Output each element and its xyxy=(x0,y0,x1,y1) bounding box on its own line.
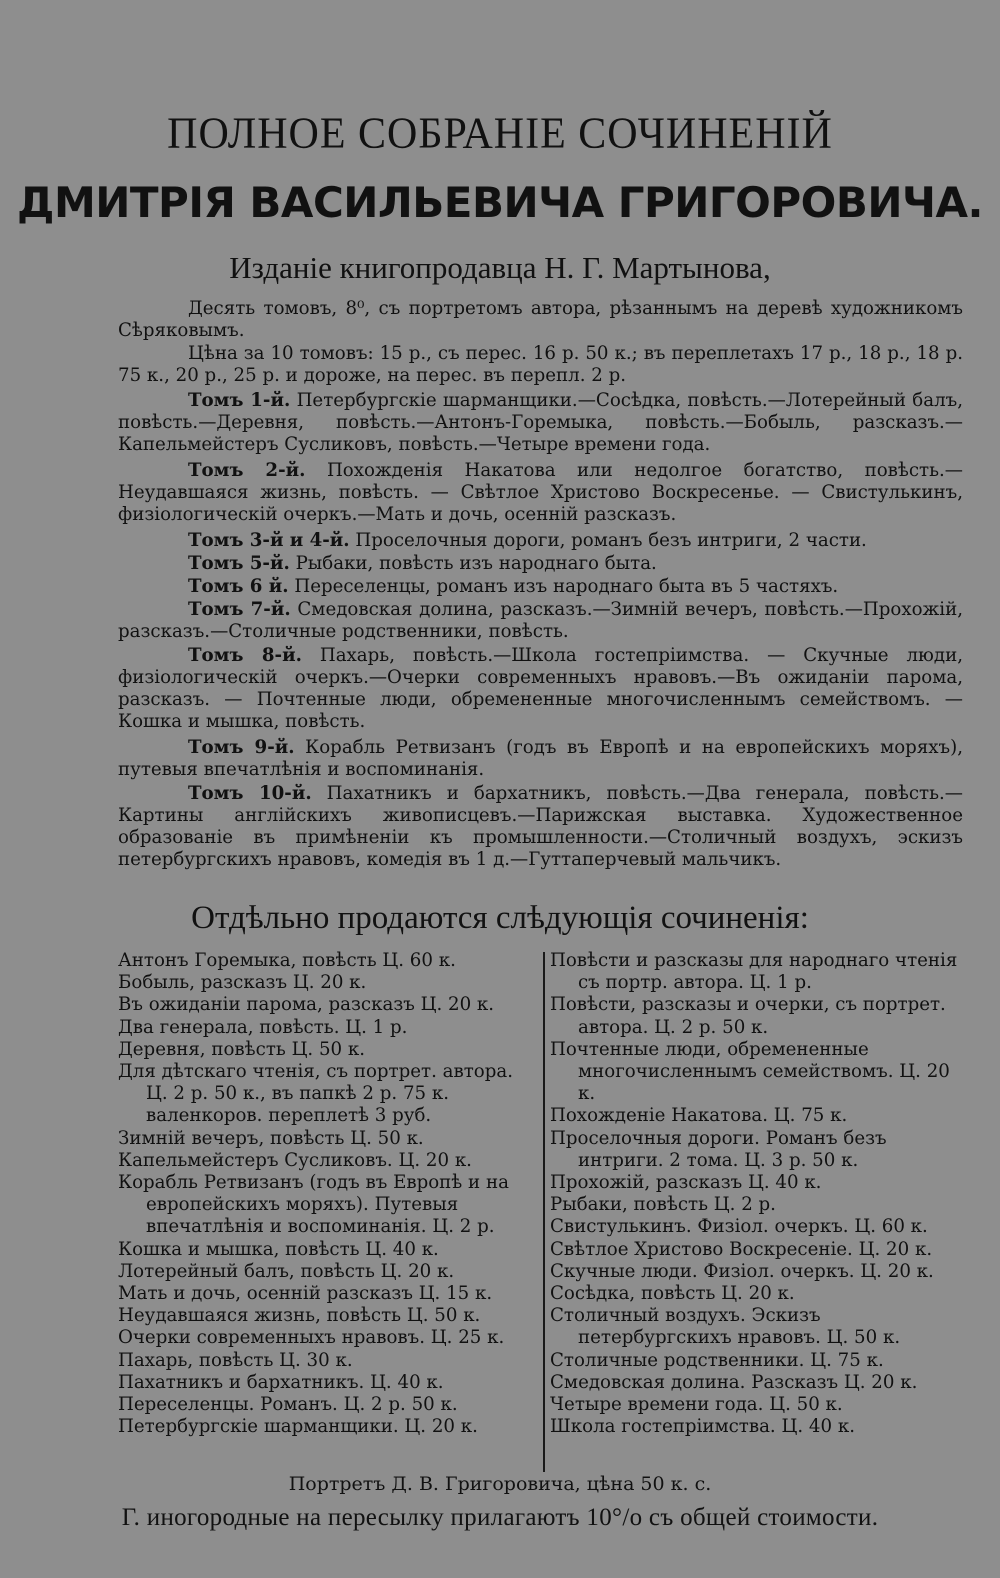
shipping-note: Г. иногородные на пересылку прилагаютъ 10°/о съ общей стоимости. xyxy=(121,1504,879,1531)
list-item: Свѣтлое Христово Воскресеніе. Ц. 20 к. xyxy=(550,1238,933,1260)
list-item: Лотерейный балъ, повѣсть Ц. 20 к. xyxy=(118,1260,455,1282)
list-item: Четыре времени года. Ц. 50 к. xyxy=(550,1394,843,1416)
separate-list-right xyxy=(550,950,970,1438)
volume-label: Томъ 8-й. xyxy=(188,645,302,666)
volume-label: Томъ 5-й. xyxy=(188,553,290,574)
list-item: Зимній вечеръ, повѣсть Ц. 50 к. xyxy=(118,1127,424,1149)
volume-entry xyxy=(118,390,963,456)
volume-contents: Петербургскіе шарманщики.—Сосѣдка, повѣсть.—Лотерейный балъ, повѣсть.—Деревня, повѣсть.—Антонъ-Горемыка, повѣсть.—Бобыль, разсказъ.—Капельмейстеръ Сусликовъ, повѣсть.—Четыре времени года. xyxy=(118,390,963,455)
list-item: Кошка и мышка, повѣсть Ц. 40 к. xyxy=(118,1238,439,1260)
list-item: Корабль Ретвизанъ (годъ въ Европѣ и на европейскихъ моряхъ). Путевыя впечатлѣнія и воспоминанія. Ц. 2 р. xyxy=(118,1172,509,1238)
volume-label: Томъ 2-й. xyxy=(188,460,306,481)
volume-entry xyxy=(118,645,963,733)
volume-label: Томъ 3-й и 4-й. xyxy=(188,530,350,551)
volume-contents: Пахатникъ и бархатникъ, повѣсть.—Два генерала, повѣсть.—Картины англійскихъ живописцевъ.—Парижская выставка. Художественное образованіе въ примѣненіи къ промышленности.—Столичный воздухъ, эскизъ петербургскихъ нравовъ, комедія въ 1 д.—Гуттаперчевый мальчикъ. xyxy=(118,783,963,870)
list-item: Неудавшаяся жизнь, повѣсть Ц. 50 к. xyxy=(118,1305,481,1327)
list-item: Столичные родственники. Ц. 75 к. xyxy=(550,1349,884,1371)
list-item: Свистулькинъ. Физіол. очеркъ. Ц. 60 к. xyxy=(550,1216,928,1238)
volume-entry xyxy=(118,460,963,526)
volume-contents: Проселочныя дороги, романъ безъ интриги, 2 части. xyxy=(349,530,867,551)
list-item: Капельмейстеръ Сусликовъ. Ц. 20 к. xyxy=(118,1149,472,1171)
volume-contents: Смедовская долина, разсказъ.—Зимній вечеръ, повѣсть.—Прохожій, разсказъ.—Столичные родственники, повѣсть. xyxy=(118,599,963,642)
list-item: Рыбаки, повѣсть Ц. 2 р. xyxy=(550,1194,776,1216)
list-item: Сосѣдка, повѣсть Ц. 20 к. xyxy=(550,1283,795,1305)
list-item: Пахарь, повѣсть Ц. 30 к. xyxy=(118,1349,353,1371)
separate-sales-heading: Отдѣльно продаются слѣдующія сочиненія: xyxy=(191,900,809,936)
volume-label: Томъ 9-й. xyxy=(188,737,295,758)
list-item: Смедовская долина. Разсказъ Ц. 20 к. xyxy=(550,1371,918,1393)
separate-list-left xyxy=(118,950,536,1438)
volume-label: Томъ 6 й. xyxy=(188,576,289,597)
volume-contents: Корабль Ретвизанъ (годъ въ Европѣ и на европейскихъ моряхъ), путевыя впечатлѣнія и воспоминанія. xyxy=(118,737,964,780)
list-item: Очерки современныхъ нравовъ. Ц. 25 к. xyxy=(118,1327,505,1349)
title-author-name: ДМИТРІЯ ВАСИЛЬЕВИЧА ГРИГОРОВИЧА. xyxy=(17,178,983,227)
list-item: Скучные люди. Физіол. очеркъ. Ц. 20 к. xyxy=(550,1260,934,1282)
list-item: Два генерала, повѣсть. Ц. 1 р. xyxy=(118,1016,408,1038)
volume-label: Томъ 1-й. xyxy=(188,390,291,411)
list-item: Пахатникъ и бархатникъ. Ц. 40 к. xyxy=(118,1371,444,1393)
list-item: Школа гостепріимства. Ц. 40 к. xyxy=(550,1416,855,1438)
list-item: Столичный воздухъ. Эскизъ петербургскихъ нравовъ. Ц. 50 к. xyxy=(550,1305,901,1349)
volume-entry xyxy=(118,783,963,871)
volume-label: Томъ 10-й. xyxy=(188,783,312,804)
list-item: Для дѣтскаго чтенія, съ портрет. автора. Ц. 2 р. 50 к., въ папкѣ 2 р. 75 к. валенкоров. переплетѣ 3 руб. xyxy=(118,1061,514,1127)
list-item: Похожденіе Накатова. Ц. 75 к. xyxy=(550,1105,848,1127)
title-complete-works: ПОЛНОЕ СОБРАНІЕ СОЧИНЕНІЙ xyxy=(167,109,833,159)
list-item: Проселочныя дороги. Романъ безъ интриги. 2 тома. Ц. 3 р. 50 к. xyxy=(550,1127,887,1171)
volume-entry xyxy=(118,599,963,643)
intro-edition: Десять томовъ, 8⁰, съ портретомъ автора, рѣзаннымъ на деревѣ художникомъ Сѣряковымъ. xyxy=(118,298,963,341)
volume-label: Томъ 7-й. xyxy=(188,599,291,620)
volume-contents: Пахарь, повѣсть.—Школа гостепріимства. — Скучные люди, физіологическій очеркъ.—Очерки современныхъ нравовъ.—Въ ожиданіи парома, разсказъ. — Почтенные люди, обремененные многочисленнымъ семействомъ. — Кошка и мышка, повѣсть. xyxy=(118,645,963,732)
volume-entry xyxy=(118,737,963,781)
list-item: Въ ожиданіи парома, разсказъ Ц. 20 к. xyxy=(118,994,495,1016)
volume-entry xyxy=(118,530,963,552)
list-item: Повѣсти и разсказы для народнаго чтенія съ портр. автора. Ц. 1 р. xyxy=(550,950,958,994)
list-item: Повѣсти, разсказы и очерки, съ портрет. автора. Ц. 2 р. 50 к. xyxy=(550,994,946,1038)
volume-entry xyxy=(118,553,963,575)
volume-contents: Похожденія Накатова или недолгое богатство, повѣсть.—Неудавшаяся жизнь, повѣсть. — Свѣтлое Христово Воскресенье. — Свистулькинъ, физіологическій очеркъ.—Мать и дочь, осенній разсказъ. xyxy=(118,460,963,525)
list-item: Деревня, повѣсть Ц. 50 к. xyxy=(118,1038,366,1060)
list-item: Антонъ Горемыка, повѣсть Ц. 60 к. xyxy=(118,950,456,971)
list-item: Прохожій, разсказъ Ц. 40 к. xyxy=(550,1172,822,1194)
volume-contents: Рыбаки, повѣсть изъ народнаго быта. xyxy=(289,553,657,574)
list-item: Петербургскіе шарманщики. Ц. 20 к. xyxy=(118,1416,478,1438)
volume-contents: Переселенцы, романъ изъ народнаго быта въ 5 частяхъ. xyxy=(288,576,839,597)
column-divider xyxy=(543,952,545,1472)
volume-entry xyxy=(118,576,963,598)
list-item: Почтенные люди, обремененные многочисленнымъ семействомъ. Ц. 20 к. xyxy=(550,1038,950,1105)
publisher-line: Изданіе книгопродавца Н. Г. Мартынова, xyxy=(229,250,771,285)
intro-prices: Цѣна за 10 томовъ: 15 р., съ перес. 16 р. 50 к.; въ переплетахъ 17 р., 18 р., 18 р. 75 к., 20 р., 25 р. и дороже, на перес. въ перепл. 2 р. xyxy=(118,343,963,386)
list-item: Мать и дочь, осенній разсказъ Ц. 15 к. xyxy=(118,1283,493,1305)
list-item: Бобыль, разсказъ Ц. 20 к. xyxy=(118,972,367,994)
list-item: Переселенцы. Романъ. Ц. 2 р. 50 к. xyxy=(118,1394,458,1416)
portrait-price: Портретъ Д. В. Григоровича, цѣна 50 к. с. xyxy=(288,1473,712,1495)
